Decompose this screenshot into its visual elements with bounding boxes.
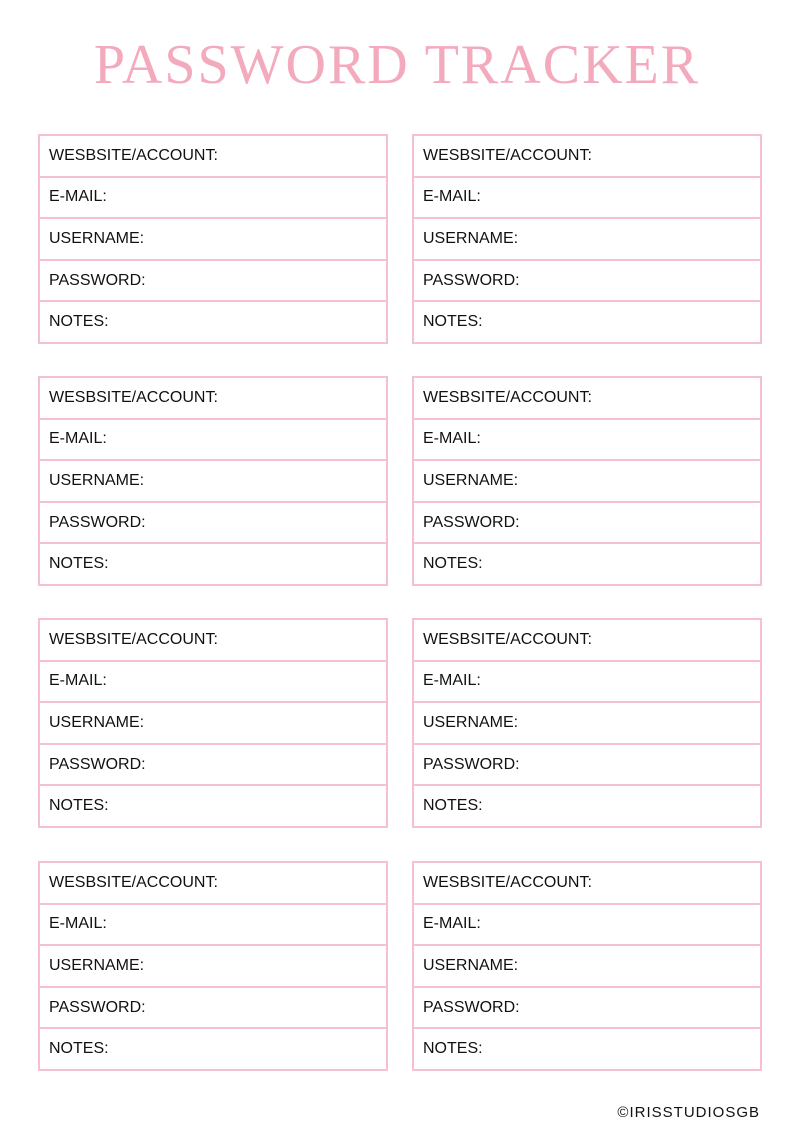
notes-label: NOTES:	[49, 1040, 109, 1058]
username-field[interactable]	[40, 219, 386, 261]
notes-label: NOTES:	[423, 1040, 483, 1058]
password-label: PASSWORD:	[49, 513, 146, 531]
notes-field[interactable]	[40, 544, 386, 584]
username-label: USERNAME:	[423, 471, 519, 489]
password-label: PASSWORD:	[49, 271, 146, 289]
username-label: USERNAME:	[49, 229, 145, 247]
username-field[interactable]	[40, 461, 386, 503]
email-field[interactable]	[40, 178, 386, 220]
notes-field[interactable]	[40, 302, 386, 342]
password-card-2	[412, 134, 762, 344]
email-field[interactable]	[414, 178, 760, 220]
website-label: WESBSITE/ACCOUNT:	[423, 630, 592, 648]
username-label: USERNAME:	[423, 713, 519, 731]
notes-field[interactable]	[414, 544, 760, 584]
password-card-6	[412, 618, 762, 828]
email-label: E-MAIL:	[49, 188, 107, 206]
notes-field[interactable]	[414, 1029, 760, 1069]
password-label: PASSWORD:	[49, 998, 146, 1016]
website-field[interactable]	[40, 378, 386, 420]
website-label: WESBSITE/ACCOUNT:	[423, 873, 592, 891]
password-label: PASSWORD:	[423, 271, 520, 289]
password-card-8	[412, 861, 762, 1071]
notes-label: NOTES:	[49, 555, 109, 573]
email-field[interactable]	[40, 905, 386, 947]
website-label: WESBSITE/ACCOUNT:	[49, 873, 218, 891]
notes-field[interactable]	[40, 786, 386, 826]
email-label: E-MAIL:	[49, 430, 107, 448]
page-title: PASSWORD TRACKER	[93, 34, 701, 96]
password-card-3	[38, 376, 388, 586]
email-label: E-MAIL:	[423, 672, 481, 690]
username-label: USERNAME:	[423, 229, 519, 247]
password-card-5	[38, 618, 388, 828]
website-field[interactable]	[414, 136, 760, 178]
email-field[interactable]	[40, 662, 386, 704]
email-label: E-MAIL:	[423, 915, 481, 933]
notes-label: NOTES:	[49, 797, 109, 815]
email-field[interactable]	[414, 905, 760, 947]
email-label: E-MAIL:	[49, 915, 107, 933]
email-label: E-MAIL:	[423, 188, 481, 206]
password-field[interactable]	[40, 503, 386, 545]
notes-label: NOTES:	[423, 313, 483, 331]
password-field[interactable]	[414, 745, 760, 787]
password-card-1	[38, 134, 388, 344]
password-field[interactable]	[414, 261, 760, 303]
website-field[interactable]	[414, 863, 760, 905]
username-field[interactable]	[414, 219, 760, 261]
password-field[interactable]	[40, 261, 386, 303]
username-field[interactable]	[414, 703, 760, 745]
password-card-7	[38, 861, 388, 1071]
email-label: E-MAIL:	[423, 430, 481, 448]
email-field[interactable]	[414, 662, 760, 704]
password-card-4	[412, 376, 762, 586]
email-field[interactable]	[414, 420, 760, 462]
username-label: USERNAME:	[49, 713, 145, 731]
password-label: PASSWORD:	[423, 998, 520, 1016]
website-label: WESBSITE/ACCOUNT:	[423, 146, 592, 164]
password-field[interactable]	[414, 503, 760, 545]
email-field[interactable]	[40, 420, 386, 462]
username-label: USERNAME:	[49, 956, 145, 974]
website-label: WESBSITE/ACCOUNT:	[49, 388, 218, 406]
username-label: USERNAME:	[423, 956, 519, 974]
notes-label: NOTES:	[49, 313, 109, 331]
website-label: WESBSITE/ACCOUNT:	[423, 388, 592, 406]
notes-label: NOTES:	[423, 555, 483, 573]
notes-label: NOTES:	[423, 797, 483, 815]
website-label: WESBSITE/ACCOUNT:	[49, 630, 218, 648]
notes-field[interactable]	[414, 302, 760, 342]
password-label: PASSWORD:	[423, 755, 520, 773]
website-field[interactable]	[40, 136, 386, 178]
email-label: E-MAIL:	[49, 672, 107, 690]
copyright-footer: ©IRISSTUDIOSGB	[617, 1104, 760, 1121]
website-field[interactable]	[414, 620, 760, 662]
password-field[interactable]	[414, 988, 760, 1030]
username-field[interactable]	[40, 703, 386, 745]
username-field[interactable]	[414, 946, 760, 988]
notes-field[interactable]	[414, 786, 760, 826]
notes-field[interactable]	[40, 1029, 386, 1069]
username-label: USERNAME:	[49, 471, 145, 489]
password-label: PASSWORD:	[49, 755, 146, 773]
website-field[interactable]	[40, 620, 386, 662]
website-field[interactable]	[414, 378, 760, 420]
website-label: WESBSITE/ACCOUNT:	[49, 146, 218, 164]
website-field[interactable]	[40, 863, 386, 905]
password-field[interactable]	[40, 988, 386, 1030]
password-label: PASSWORD:	[423, 513, 520, 531]
username-field[interactable]	[40, 946, 386, 988]
username-field[interactable]	[414, 461, 760, 503]
password-field[interactable]	[40, 745, 386, 787]
